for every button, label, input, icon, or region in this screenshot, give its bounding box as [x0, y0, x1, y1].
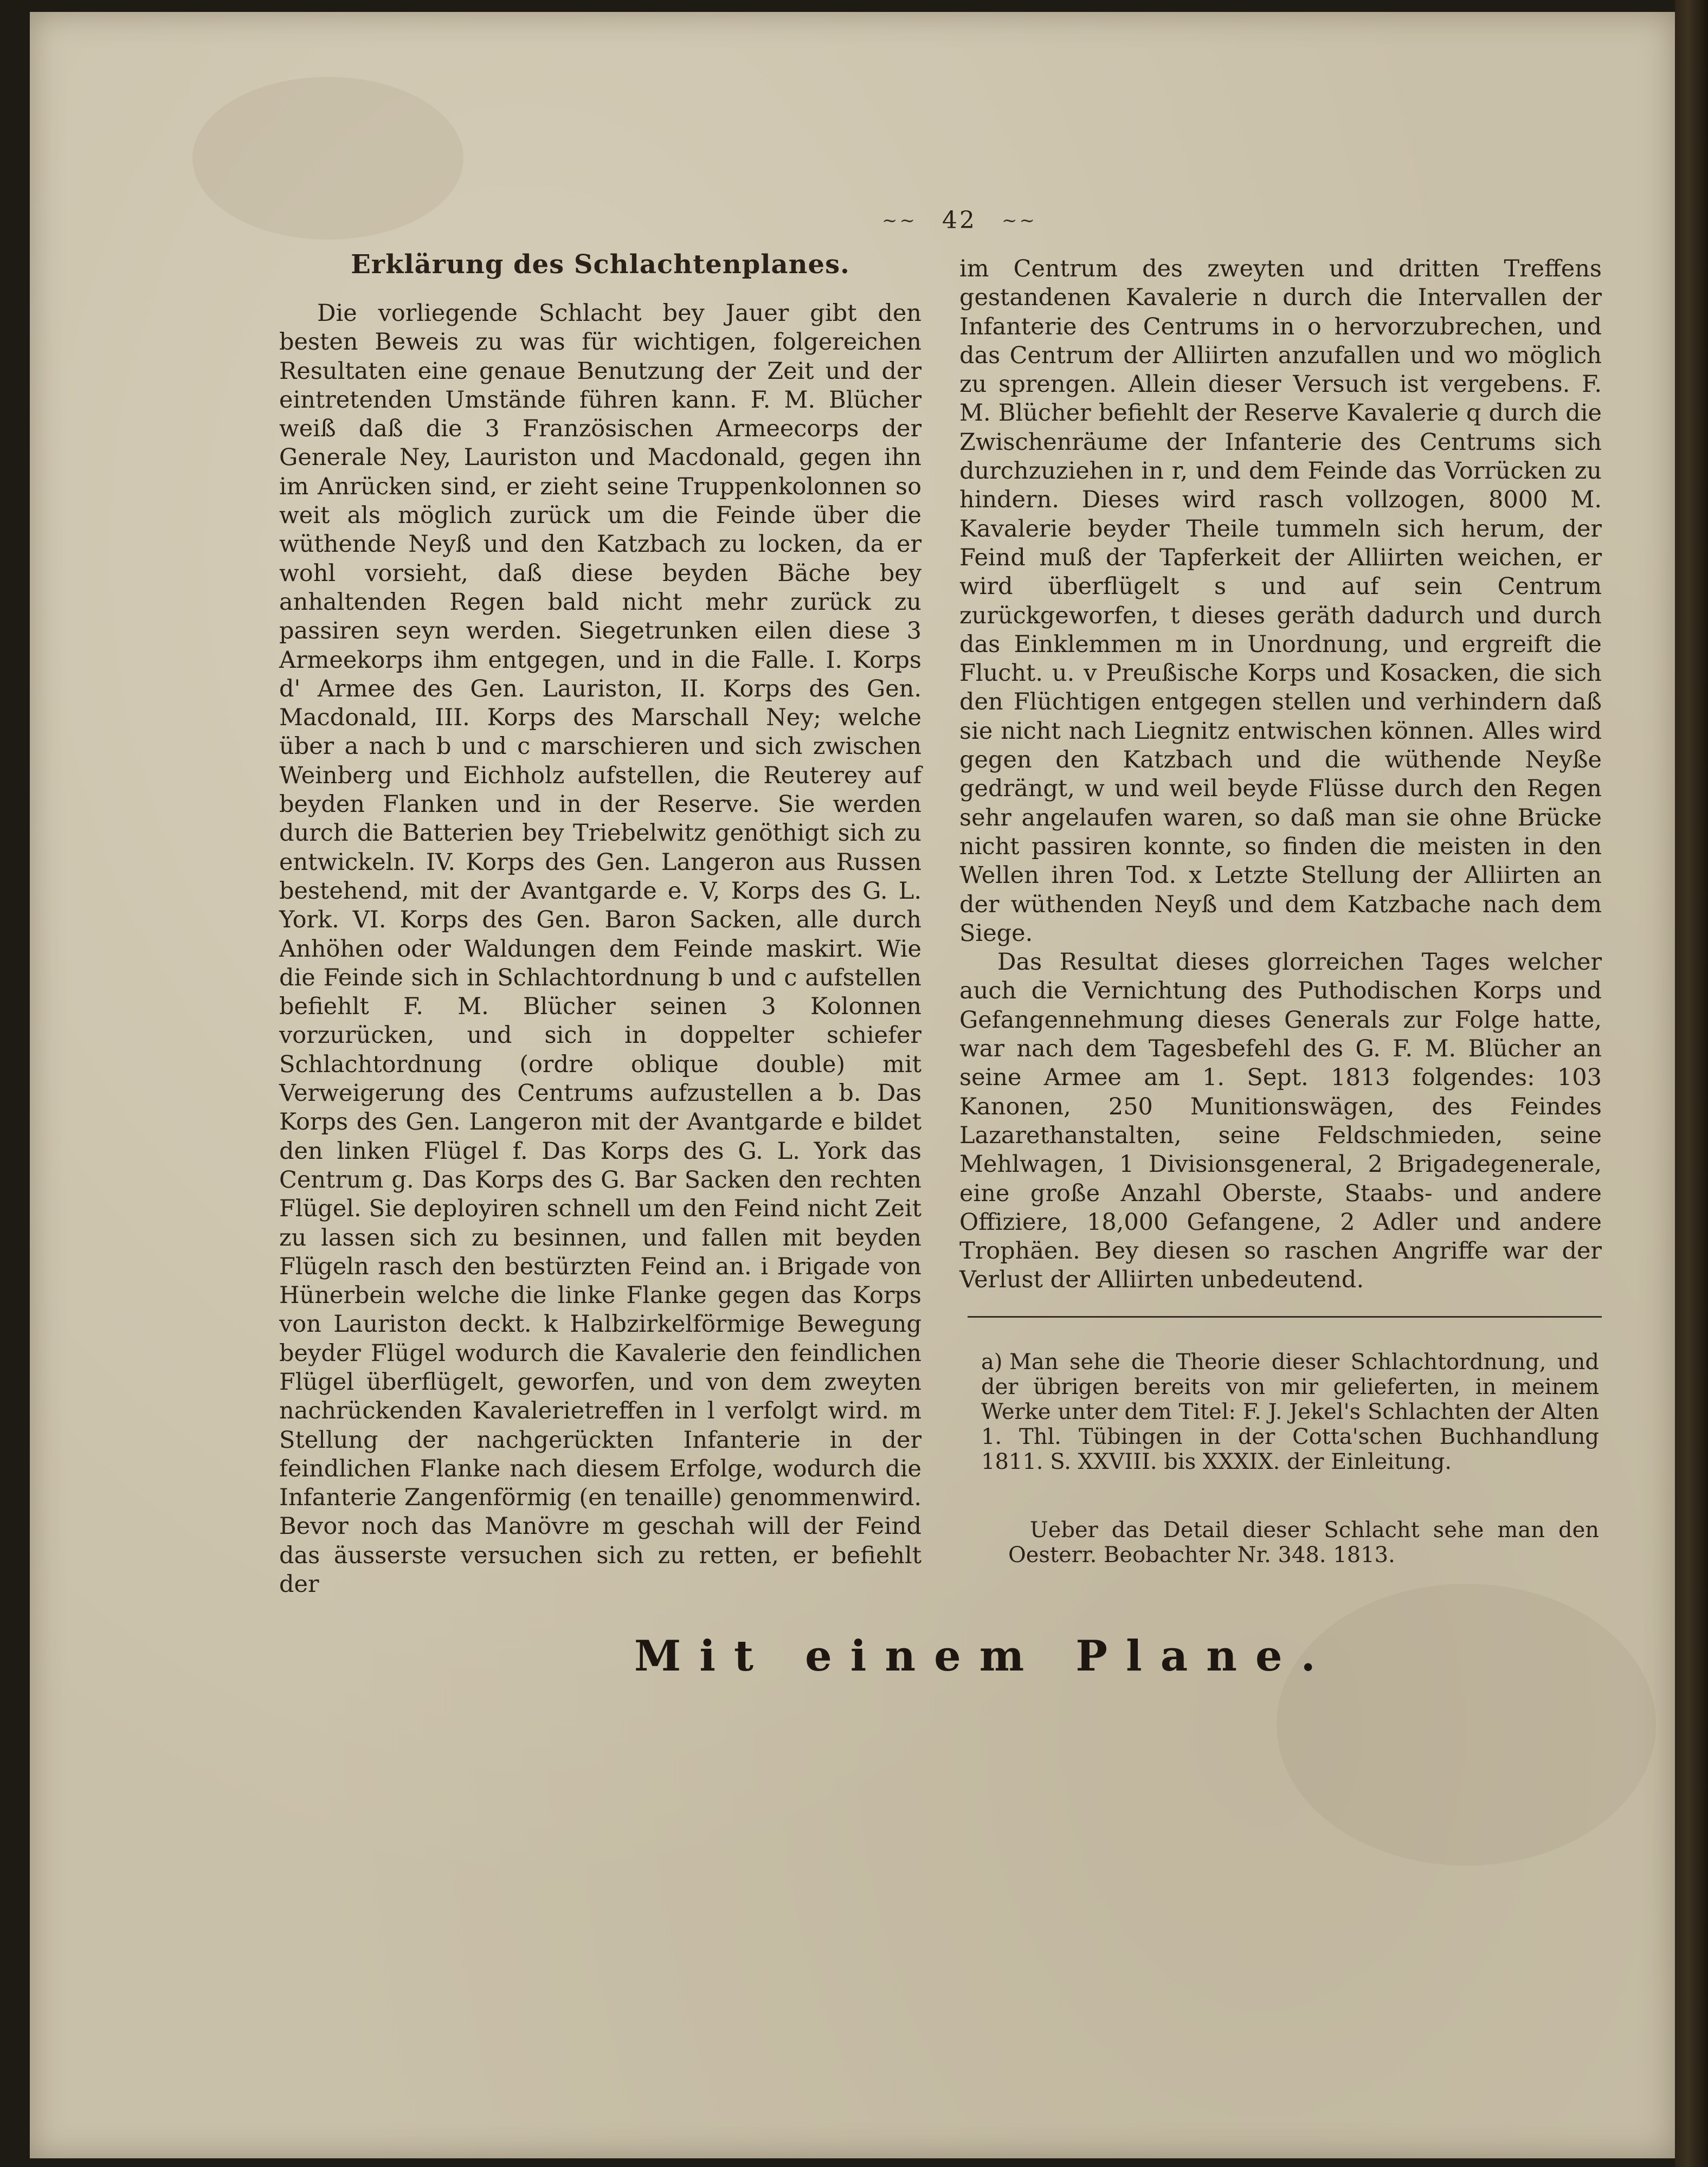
page-number: 42 [942, 207, 977, 234]
closing-note: Mit einem Plane. [634, 1631, 1334, 1681]
footnote-marker: a) [981, 1350, 1003, 1375]
ornament-right-icon: ~~ [1002, 209, 1037, 231]
article-paragraph: Das Resultat dieses glorreichen Tages welcher auch die Vernichtung des Puthodischen Korps und Gefangennehmung dieses Generals zur Folge hatte, war nach dem Tagesbefehl des G. F. M. Blücher an seine Armee am 1. Sept. 1813 folgendes: 103 Kanonen, 250 Munitionswägen, des Feindes Lazarethanstalten, seine Feldschmieden, seine Mehlwagen, 1 Divisionsgeneral, 2 Brigadegenerale, eine große Anzahl Oberste, Staabs- und andere Offiziere, 18,000 Gefangene, 2 Adler und andere Trophäen. Bey diesen so raschen Angriffe war der Verlust der Alliirten unbedeutend. [959, 949, 1602, 1294]
right-column [959, 255, 1602, 1295]
left-column [279, 249, 921, 1599]
article-paragraph-continued: im Centrum des zweyten und dritten Treffens gestandenen Kavalerie n durch die Intervallen der Infanterie des Centrums in o hervorzubrechen, und das Centrum der Alliirten anzufallen und wo möglich zu sprengen. Allein dieser Versuch ist vergebens. F. M. Blücher befiehlt der Reserve Kavalerie q durch die Zwischenräume der Infanterie des Centrums sich durchzuziehen in r, und dem Feinde das Vorrücken zu hindern. Dieses wird rasch vollzogen, 8000 M. Kavalerie beyder Theile tummeln sich herum, der Feind muß der Tapferkeit der Alliirten weichen, er wird überflügelt s und auf sein Centrum zurückgeworfen, t dieses geräth dadurch und durch das Einklemmen m in Unordnung, und ergreift die Flucht. u. v Preußische Korps und Kosacken, die sich den Flüchtigen entgegen stellen und verhindern daß sie nicht nach Liegnitz entwischen können. Alles wird gegen den Katzbach und die wüthende Neyße gedrängt, w und weil beyde Flüsse durch den Regen sehr angelaufen waren, so daß man sie ohne Brücke nicht passiren konnte, so finden die meisten in den Wellen ihren Tod. x Letzte Stellung der Alliirten an der wüthenden Neyß und dem Katzbache nach dem Siege. [959, 255, 1602, 947]
article-heading: Erklärung des Schlachtenplanes. [351, 249, 850, 280]
running-header [846, 205, 1073, 243]
footnote-a [981, 1350, 1599, 1474]
footnote-divider [968, 1316, 1602, 1318]
paper-stain [192, 77, 463, 240]
ornament-left-icon: ~~ [882, 209, 917, 231]
paper-stain [1277, 1584, 1656, 1866]
footnote-a-text: Man sehe die Theorie dieser Schlachtordnung, und der übrigen bereits von mir gelieferten, in meinem Werke unter dem Titel: F. J. Jekel's Schlachten der Alten 1. Thl. Tübingen in der Cotta'schen Buchhandlung 1811. S. XXVIII. bis XXXIX. der Einleitung. [981, 1350, 1599, 1474]
article-paragraph: Die vorliegende Schlacht bey Jauer gibt den besten Beweis zu was für wichtigen, folgereichen Resultaten eine genaue Benutzung der Zeit und der eintretenden Umstände führen kann. F. M. Blücher weiß daß die 3 Französischen Armeecorps der Generale Ney, Lauriston und Macdonald, gegen ihn im Anrücken sind, er zieht seine Truppenkolonnen so weit als möglich zurück um die Feinde über die wüthende Neyß und den Katzbach zu locken, da er wohl vorsieht, daß diese beyden Bäche bey anhaltenden Regen bald nicht mehr zurück zu passiren seyn werden. Siegetrunken eilen diese 3 Armeekorps ihm entgegen, und in die Falle. I. Korps d' Armee des Gen. Lauriston, II. Korps des Gen. Macdonald, III. Korps des Marschall Ney; welche über a nach b und c marschieren und sich zwischen Weinberg und Eichholz aufstellen, die Reuterey auf beyden Flanken und in der Reserve. Sie werden durch die Batterien bey Triebelwitz genöthigt sich zu entwickeln. IV. Korps des Gen. Langeron aus Russen bestehend, mit der Avantgarde e. V, Korps des G. L. York. VI. Korps des Gen. Baron Sacken, alle durch Anhöhen oder Waldungen dem Feinde maskirt. Wie die Feinde sich in Schlachtordnung b und c aufstellen befiehlt F. M. Blücher seinen 3 Kolonnen vorzurücken, und sich in doppelter schiefer Schlachtordnung (ordre oblique double) mit Verweigerung des Centrums aufzustellen a b. Das Korps des Gen. Langeron mit der Avantgarde e bildet den linken Flügel f. Das Korps des G. L. York das Centrum g. Das Korps des G. Bar Sacken den rechten Flügel. Sie deployiren schnell um den Feind nicht Zeit zu lassen sich zu besinnen, und fallen mit beyden Flügeln rasch den bestürzten Feind an. i Brigade von Hünerbein welche die linke Flanke gegen das Korps von Lauriston deckt. k Halbzirkelförmige Bewegung beyder Flügel wodurch die Kavalerie den feindlichen Flügel überflügelt, geworfen, und von dem zweyten nachrückenden Kavalerietreffen in l verfolgt wird. m Stellung der nachgerückten Infanterie in der feindlichen Flanke nach diesem Erfolge, wodurch die Infanterie Zangenförmig (en tenaille) genommenwird. Bevor noch das Manövre m geschah will der Feind das äusserste versuchen sich zu retten, er befiehlt der [279, 300, 921, 1598]
book-gutter [1675, 0, 1708, 2167]
footnote-b: Ueber das Detail dieser Schlacht sehe man den Oesterr. Beobachter Nr. 348. 1813. [1008, 1518, 1599, 1568]
